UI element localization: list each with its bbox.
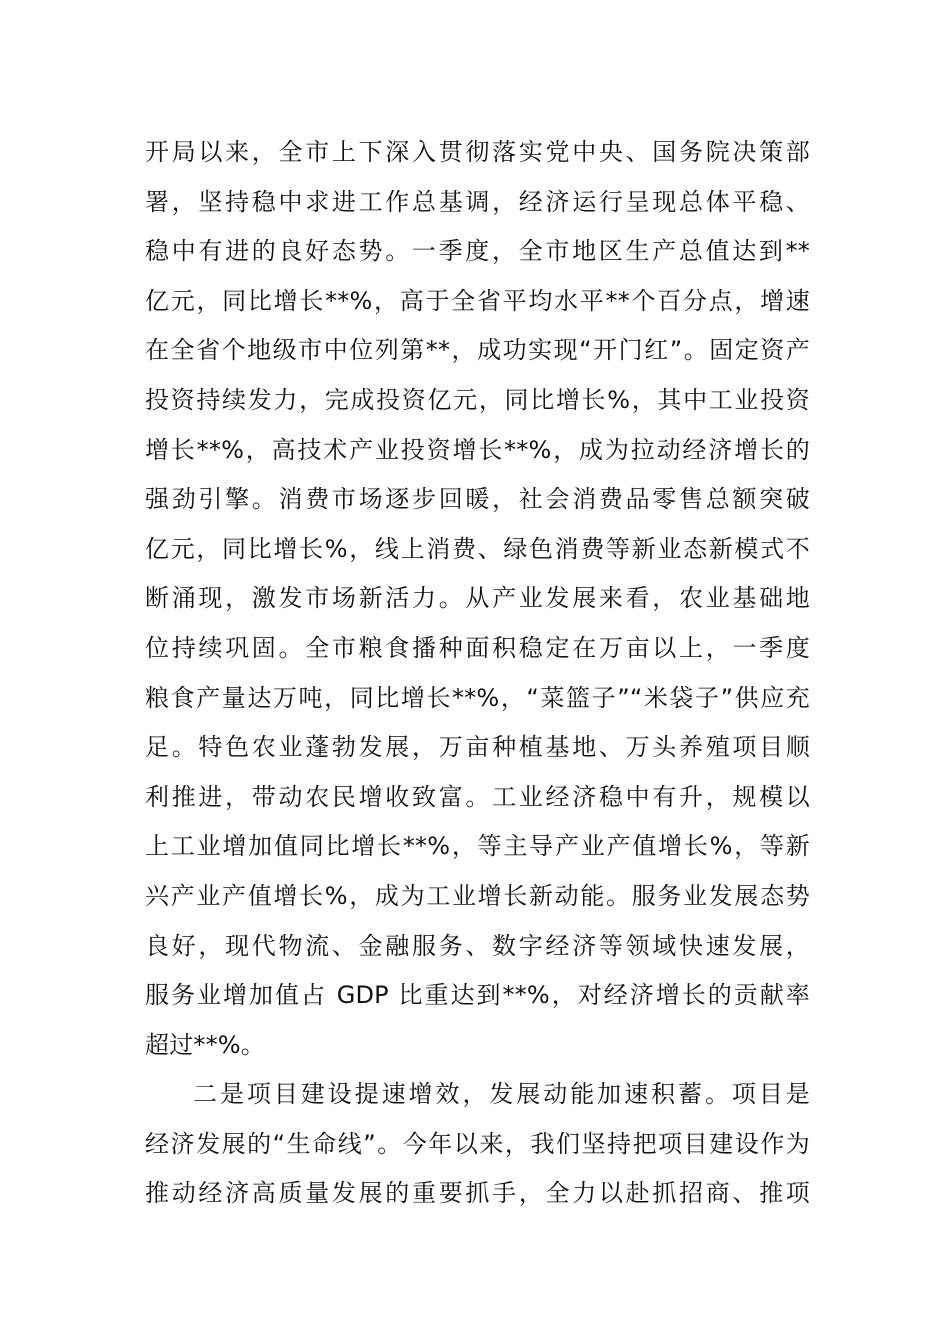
text-line: 足。特色农业蓬勃发展，万亩种植基地、万头养殖项目顺 xyxy=(145,733,810,762)
paragraph-2 xyxy=(145,1070,810,1219)
text-line: 位持续巩固。全市粮食播种面积稳定在万亩以上，一季度 xyxy=(145,633,810,662)
text-line: 推动经济高质量发展的重要抓手，全力以赴抓招商、推项 xyxy=(145,1179,810,1208)
text-line: 断涌现，激发市场新活力。从产业发展来看，农业基础地 xyxy=(145,584,810,613)
text-line: 亿元，同比增长%，线上消费、绿色消费等新业态新模式不 xyxy=(145,534,810,563)
text-line: 投资持续发力，完成投资亿元，同比增长%，其中工业投资 xyxy=(145,385,810,414)
text-line: 稳中有进的良好态势。一季度，全市地区生产总值达到** xyxy=(145,237,810,266)
text-line: 经济发展的“生命线”。今年以来，我们坚持把项目建设作为 xyxy=(145,1129,810,1158)
text-line: 利推进，带动农民增收致富。工业经济稳中有升，规模以 xyxy=(145,782,810,811)
text-line: 署，坚持稳中求进工作总基调，经济运行呈现总体平稳、 xyxy=(145,187,810,216)
text-line: 强劲引擎。消费市场逐步回暖，社会消费品零售总额突破 xyxy=(145,485,810,514)
text-line: 在全省个地级市中位列第**，成功实现“开门红”。固定资产 xyxy=(145,336,810,365)
text-line: 亿元，同比增长**%，高于全省平均水平**个百分点，增速 xyxy=(145,286,810,315)
text-line: 粮食产量达万吨，同比增长**%，“菜篮子”“米袋子”供应充 xyxy=(145,683,810,712)
text-line: 增长**%，高技术产业投资增长**%，成为拉动经济增长的 xyxy=(145,435,810,464)
text-line: 超过**%。 xyxy=(145,1030,266,1059)
text-line: 上工业增加值同比增长**%，等主导产业产值增长%，等新 xyxy=(145,832,810,861)
text-line: 服务业增加值占 GDP 比重达到**%，对经济增长的贡献率 xyxy=(145,981,810,1010)
text-line: 开局以来，全市上下深入贯彻落实党中央、国务院决策部 xyxy=(145,138,810,166)
text-line: 二是项目建设提速增效，发展动能加速积蓄。项目是 xyxy=(193,1080,810,1109)
text-line: 兴产业产值增长%，成为工业增长新动能。服务业发展态势 xyxy=(145,881,810,910)
document-body xyxy=(145,128,810,1219)
paragraph-1 xyxy=(145,128,810,1070)
text-line: 良好，现代物流、金融服务、数字经济等领域快速发展， xyxy=(145,931,810,960)
